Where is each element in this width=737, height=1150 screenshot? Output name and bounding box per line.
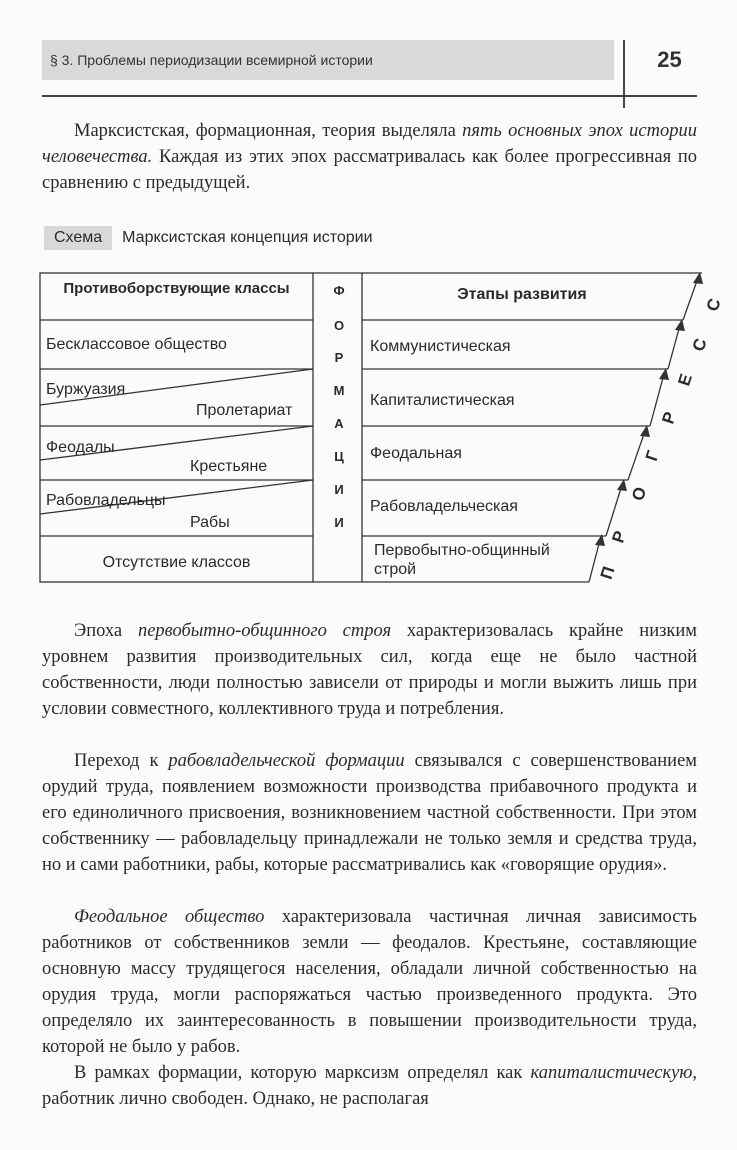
p1-text-b: характеризовалась крайне низким уровнем развития производительных сил, когда еще не было частной собственности, люди полностью зависели от природы и могли выжить лишь при условии совместного, коллективного труда и потребления.	[42, 621, 697, 719]
running-header	[42, 40, 614, 80]
progress-letter: С	[702, 296, 725, 314]
class-slaveholders: Рабовладельцы	[46, 492, 166, 509]
paragraph-capitalist	[42, 1060, 697, 1112]
intro-text-1: Марксистская, формационная, теория выделяла	[74, 121, 463, 141]
class-peasants: Крестьяне	[190, 458, 268, 475]
paragraph-feudal	[42, 904, 697, 1060]
formation-letter: Ц	[334, 449, 344, 464]
left-table-frame	[40, 273, 313, 582]
left-column-header: Противоборствующие классы	[63, 280, 290, 297]
stage-capitalist: Капиталистическая	[370, 392, 515, 409]
formation-letter: И	[334, 515, 344, 530]
intro-paragraph	[42, 118, 697, 196]
p2-text-b: связывался с совершенствованием орудий труда, появлением возможности производства прибавочного продукта и его единоличного присвоения, возникновением частной собственности. При этом собственнику — рабовладельцу принадлежали не только земля и средства труда, но и сами работники, рабы, которые рассматривались как «говорящие орудия».	[42, 751, 697, 875]
progress-arrow-6	[683, 278, 698, 320]
p4-text-a: В рамках формации, которую марксизм определял как	[74, 1063, 531, 1083]
class-proletariat: Пролетариат	[196, 402, 293, 419]
formation-letter: Ф	[333, 283, 345, 298]
progress-letter: П	[596, 564, 619, 582]
page-number: 25	[657, 47, 682, 72]
class-none: Отсутствие классов	[102, 554, 251, 571]
p1-text-a: Эпоха	[74, 621, 138, 641]
caption-tag: Схема	[44, 226, 112, 250]
p3-text-b: характеризовала частичная личная зависимость работников от собственников земли — феодалов. Крестьяне, составляющие основную массу трудящегося населения, обладали личной собственностью на орудия труда, могли распоряжаться частью произведенного продукта. Это определяло их заинтересованность в повышении производительности труда, которой не было у рабов.	[42, 907, 697, 1057]
header-rule	[42, 95, 697, 97]
right-column-header: Этапы развития	[457, 286, 587, 303]
progress-letter: Е	[674, 371, 696, 389]
progress-arrow-5	[668, 325, 680, 369]
formation-letter: Р	[334, 350, 344, 365]
intro-italic: пять основных эпох истории человечества.	[42, 121, 697, 167]
p2-italic: рабовладельческой формации	[168, 751, 405, 771]
formation-letter: М	[333, 383, 345, 398]
stage-slave: Рабовладельческая	[370, 498, 518, 515]
progress-letter: Р	[608, 528, 630, 546]
class-slaves: Рабы	[190, 514, 230, 531]
caption-title: Марксистская концепция истории	[122, 229, 373, 246]
paragraph-primitive	[42, 618, 697, 722]
progress-letter: Г	[641, 448, 663, 464]
stage-feudal: Феодальная	[370, 445, 462, 462]
p3-italic: Феодальное общество	[74, 907, 265, 927]
formation-letter: А	[334, 416, 344, 431]
class-bourgeoisie: Буржуазия	[46, 381, 126, 398]
p2-text-a: Переход к	[74, 751, 169, 771]
stage-primitive	[374, 541, 550, 579]
paragraph-slave	[42, 748, 697, 878]
stage-primitive-line1: Первобытно-общинный	[374, 542, 550, 559]
progress-letter: Р	[658, 409, 680, 427]
formation-letter: И	[334, 482, 344, 497]
header-divider	[623, 40, 625, 108]
class-classless: Бесклассовое общество	[46, 336, 227, 353]
p4-text-b: , работник лично свободен. Однако, не располагая	[42, 1063, 697, 1109]
p4-italic: капиталистическую	[530, 1063, 693, 1083]
scheme-caption	[44, 226, 373, 250]
section-title: § 3. Проблемы периодизации всемирной истории	[50, 52, 373, 68]
progress-letter: С	[688, 336, 711, 354]
intro-text-2: Каждая из этих эпох рассматривалась как более прогрессивная по сравнению с предыдущей.	[42, 147, 697, 193]
class-feudals: Феодалы	[46, 439, 115, 456]
formation-letter: О	[333, 318, 345, 333]
stage-primitive-line2: строй	[374, 561, 417, 578]
p1-italic: первобытно-общинного строя	[137, 621, 392, 641]
stage-communist: Коммунистическая	[370, 338, 511, 355]
progress-letter: О	[628, 484, 651, 504]
